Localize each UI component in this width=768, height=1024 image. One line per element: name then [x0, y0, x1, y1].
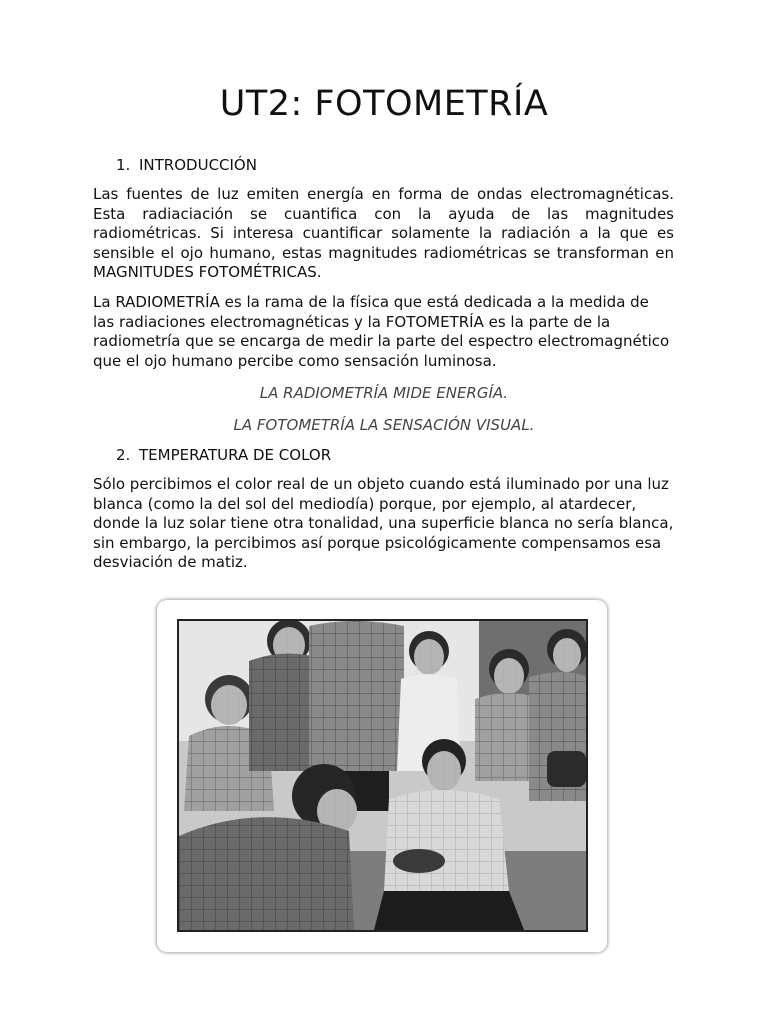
quote-radiometria: LA RADIOMETRÍA MIDE ENERGÍA. — [259, 384, 509, 402]
section-heading-text: INTRODUCCIÓN — [139, 156, 257, 174]
section-heading-temperatura — [116, 446, 331, 464]
paragraph-intro-1: Las fuentes de luz emiten energía en forma de ondas electromagnéticas. Esta radiaciación se cuantifica con la ayuda de las magnitudes radiométricas. Si interesa cuantificar solamente la radiación a la que es sensible el ojo humano, estas magnitudes radiométricas se transforman en MAGNITUDES FOTOMÉTRICAS. — [93, 185, 674, 282]
paragraph-color-1: Sólo percibimos el color real de un objeto cuando está iluminado por una luz blanca (como la del sol del mediodía) porque, por ejemplo, al atardecer, donde la luz solar tiene otra tonalidad, una superficie blanca no sería blanca, sin embargo, la percibimos así porque psicológicamente compensamos esa desviación de matiz. — [93, 475, 674, 572]
quote-fotometria: LA FOTOMETRÍA LA SENSACIÓN VISUAL. — [233, 416, 535, 434]
page-title: UT2: FOTOMETRÍA — [219, 84, 549, 124]
photo-frame — [157, 600, 607, 952]
section-number: 2. — [116, 446, 131, 464]
photo-illustration — [179, 621, 586, 930]
section-number: 1. — [116, 156, 131, 174]
section-heading-introduccion — [116, 156, 257, 174]
paragraph-intro-2: La RADIOMETRÍA es la rama de la física que está dedicada a la medida de las radiaciones electromagnéticas y la FOTOMETRÍA es la parte de la radiometría que se encarga de medir la parte del espectro electromagnético que el ojo humano percibe como sensación luminosa. — [93, 293, 670, 370]
section-heading-text: TEMPERATURA DE COLOR — [139, 446, 332, 464]
group-photo — [177, 619, 588, 932]
